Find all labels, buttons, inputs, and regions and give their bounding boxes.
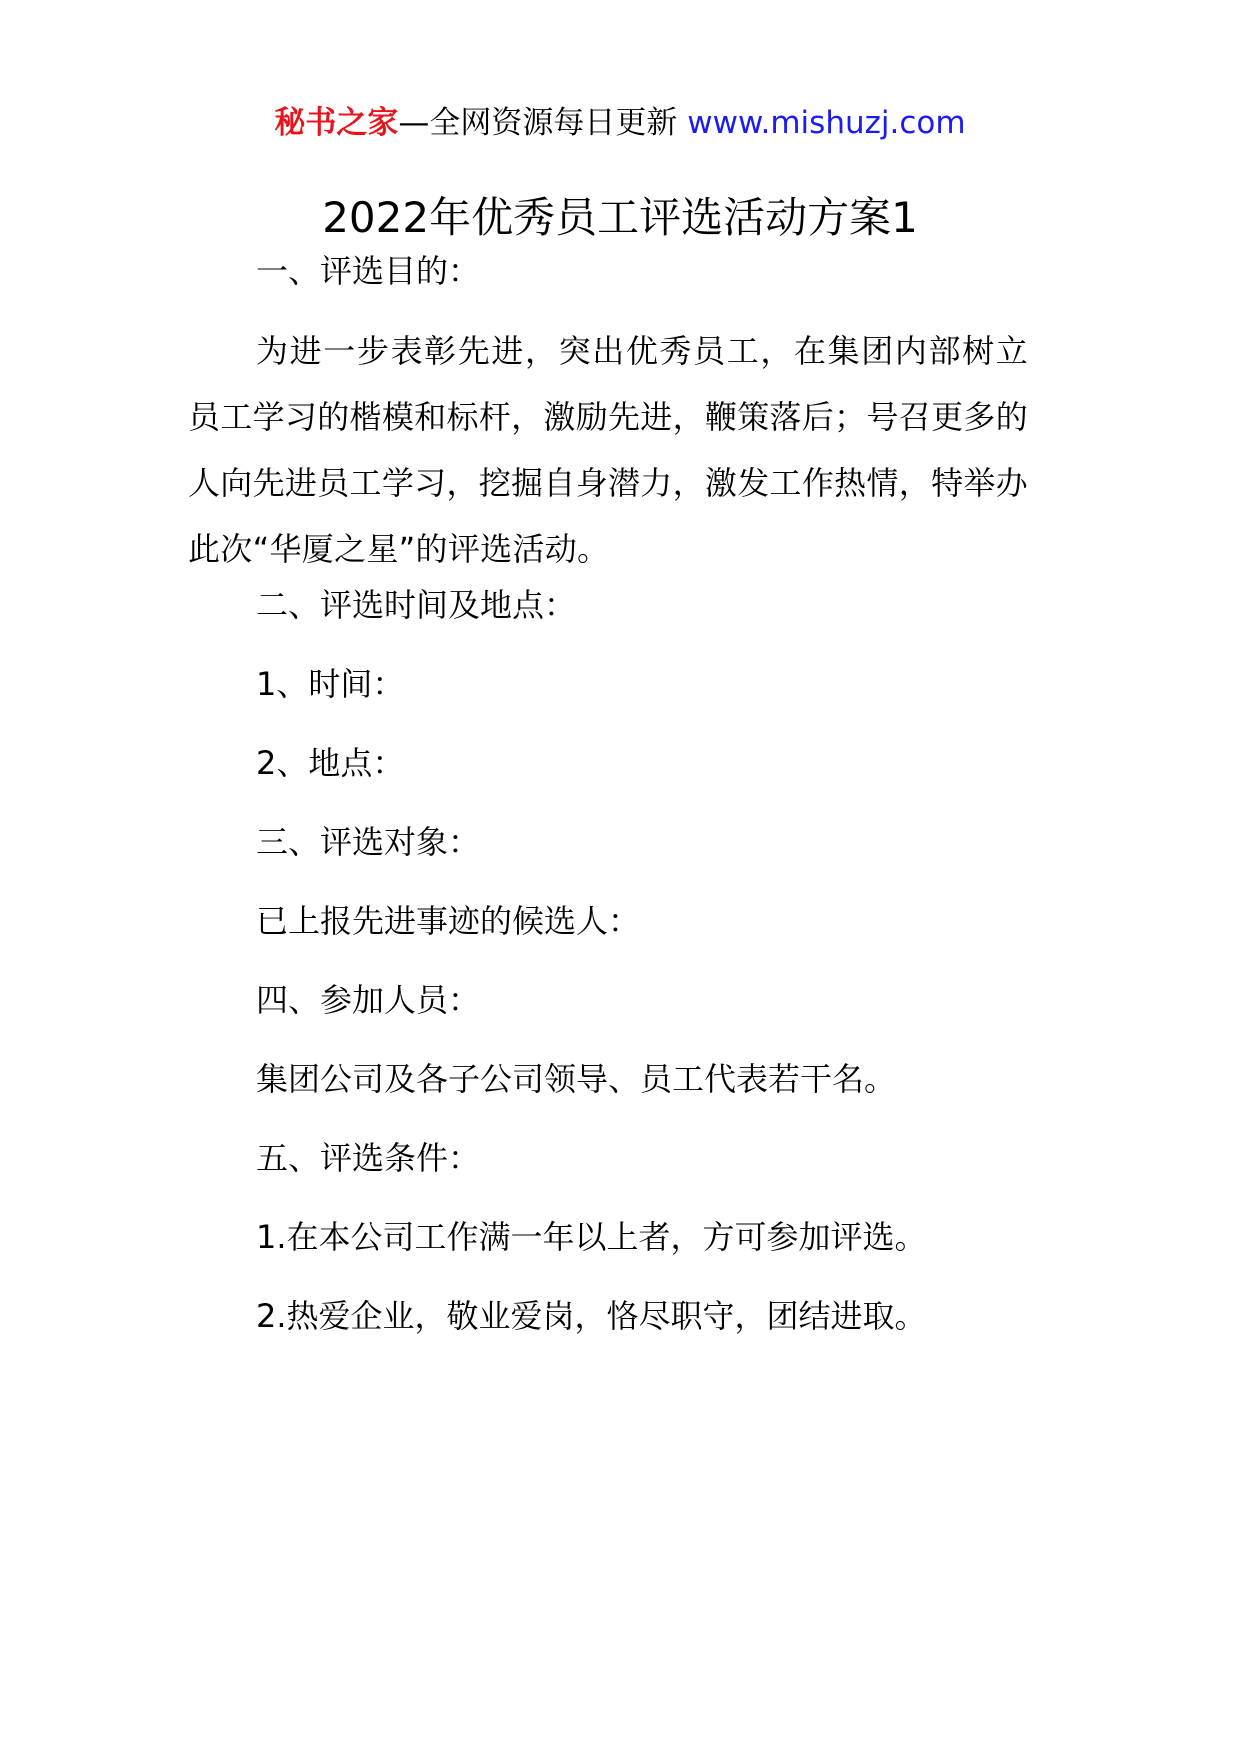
section-heading-criteria: 五、评选条件：: [256, 1139, 481, 1177]
brand-name: 秘书之家: [274, 105, 399, 141]
section-heading-purpose: 一、评选目的：: [256, 252, 481, 290]
purpose-paragraph: 为进一步表彰先进，突出优秀员工，在集团内部树立员工学习的楷模和标杆，激励先进，鞭策落后；号召更多的人向先进员工学习，挖掘自身潜力，激发工作热情，特举办此次“华厦之星”的评选活动。: [188, 332, 1028, 568]
criteria-item-1: 1.在本公司工作满一年以上者，方可参加评选。: [256, 1218, 927, 1256]
website-link[interactable]: www.mishuzj.com: [687, 105, 966, 141]
criteria-item-2: 2.热爱企业，敬业爱岗，恪尽职守，团结进取。: [256, 1297, 927, 1335]
document-title: 2022年优秀员工评选活动方案1: [322, 193, 918, 242]
targets-text: 已上报先进事迹的候选人：: [256, 902, 641, 940]
site-header: [0, 100, 1240, 146]
section-heading-targets: 三、评选对象：: [256, 823, 481, 861]
place-item: 2、地点：: [256, 744, 405, 782]
time-item: 1、时间：: [256, 665, 405, 703]
section-heading-participants: 四、参加人员：: [256, 981, 481, 1019]
section-heading-time-place: 二、评选时间及地点：: [256, 586, 577, 624]
participants-text: 集团公司及各子公司领导、员工代表若干名。: [256, 1060, 897, 1098]
header-slogan: —全网资源每日更新: [398, 105, 688, 141]
